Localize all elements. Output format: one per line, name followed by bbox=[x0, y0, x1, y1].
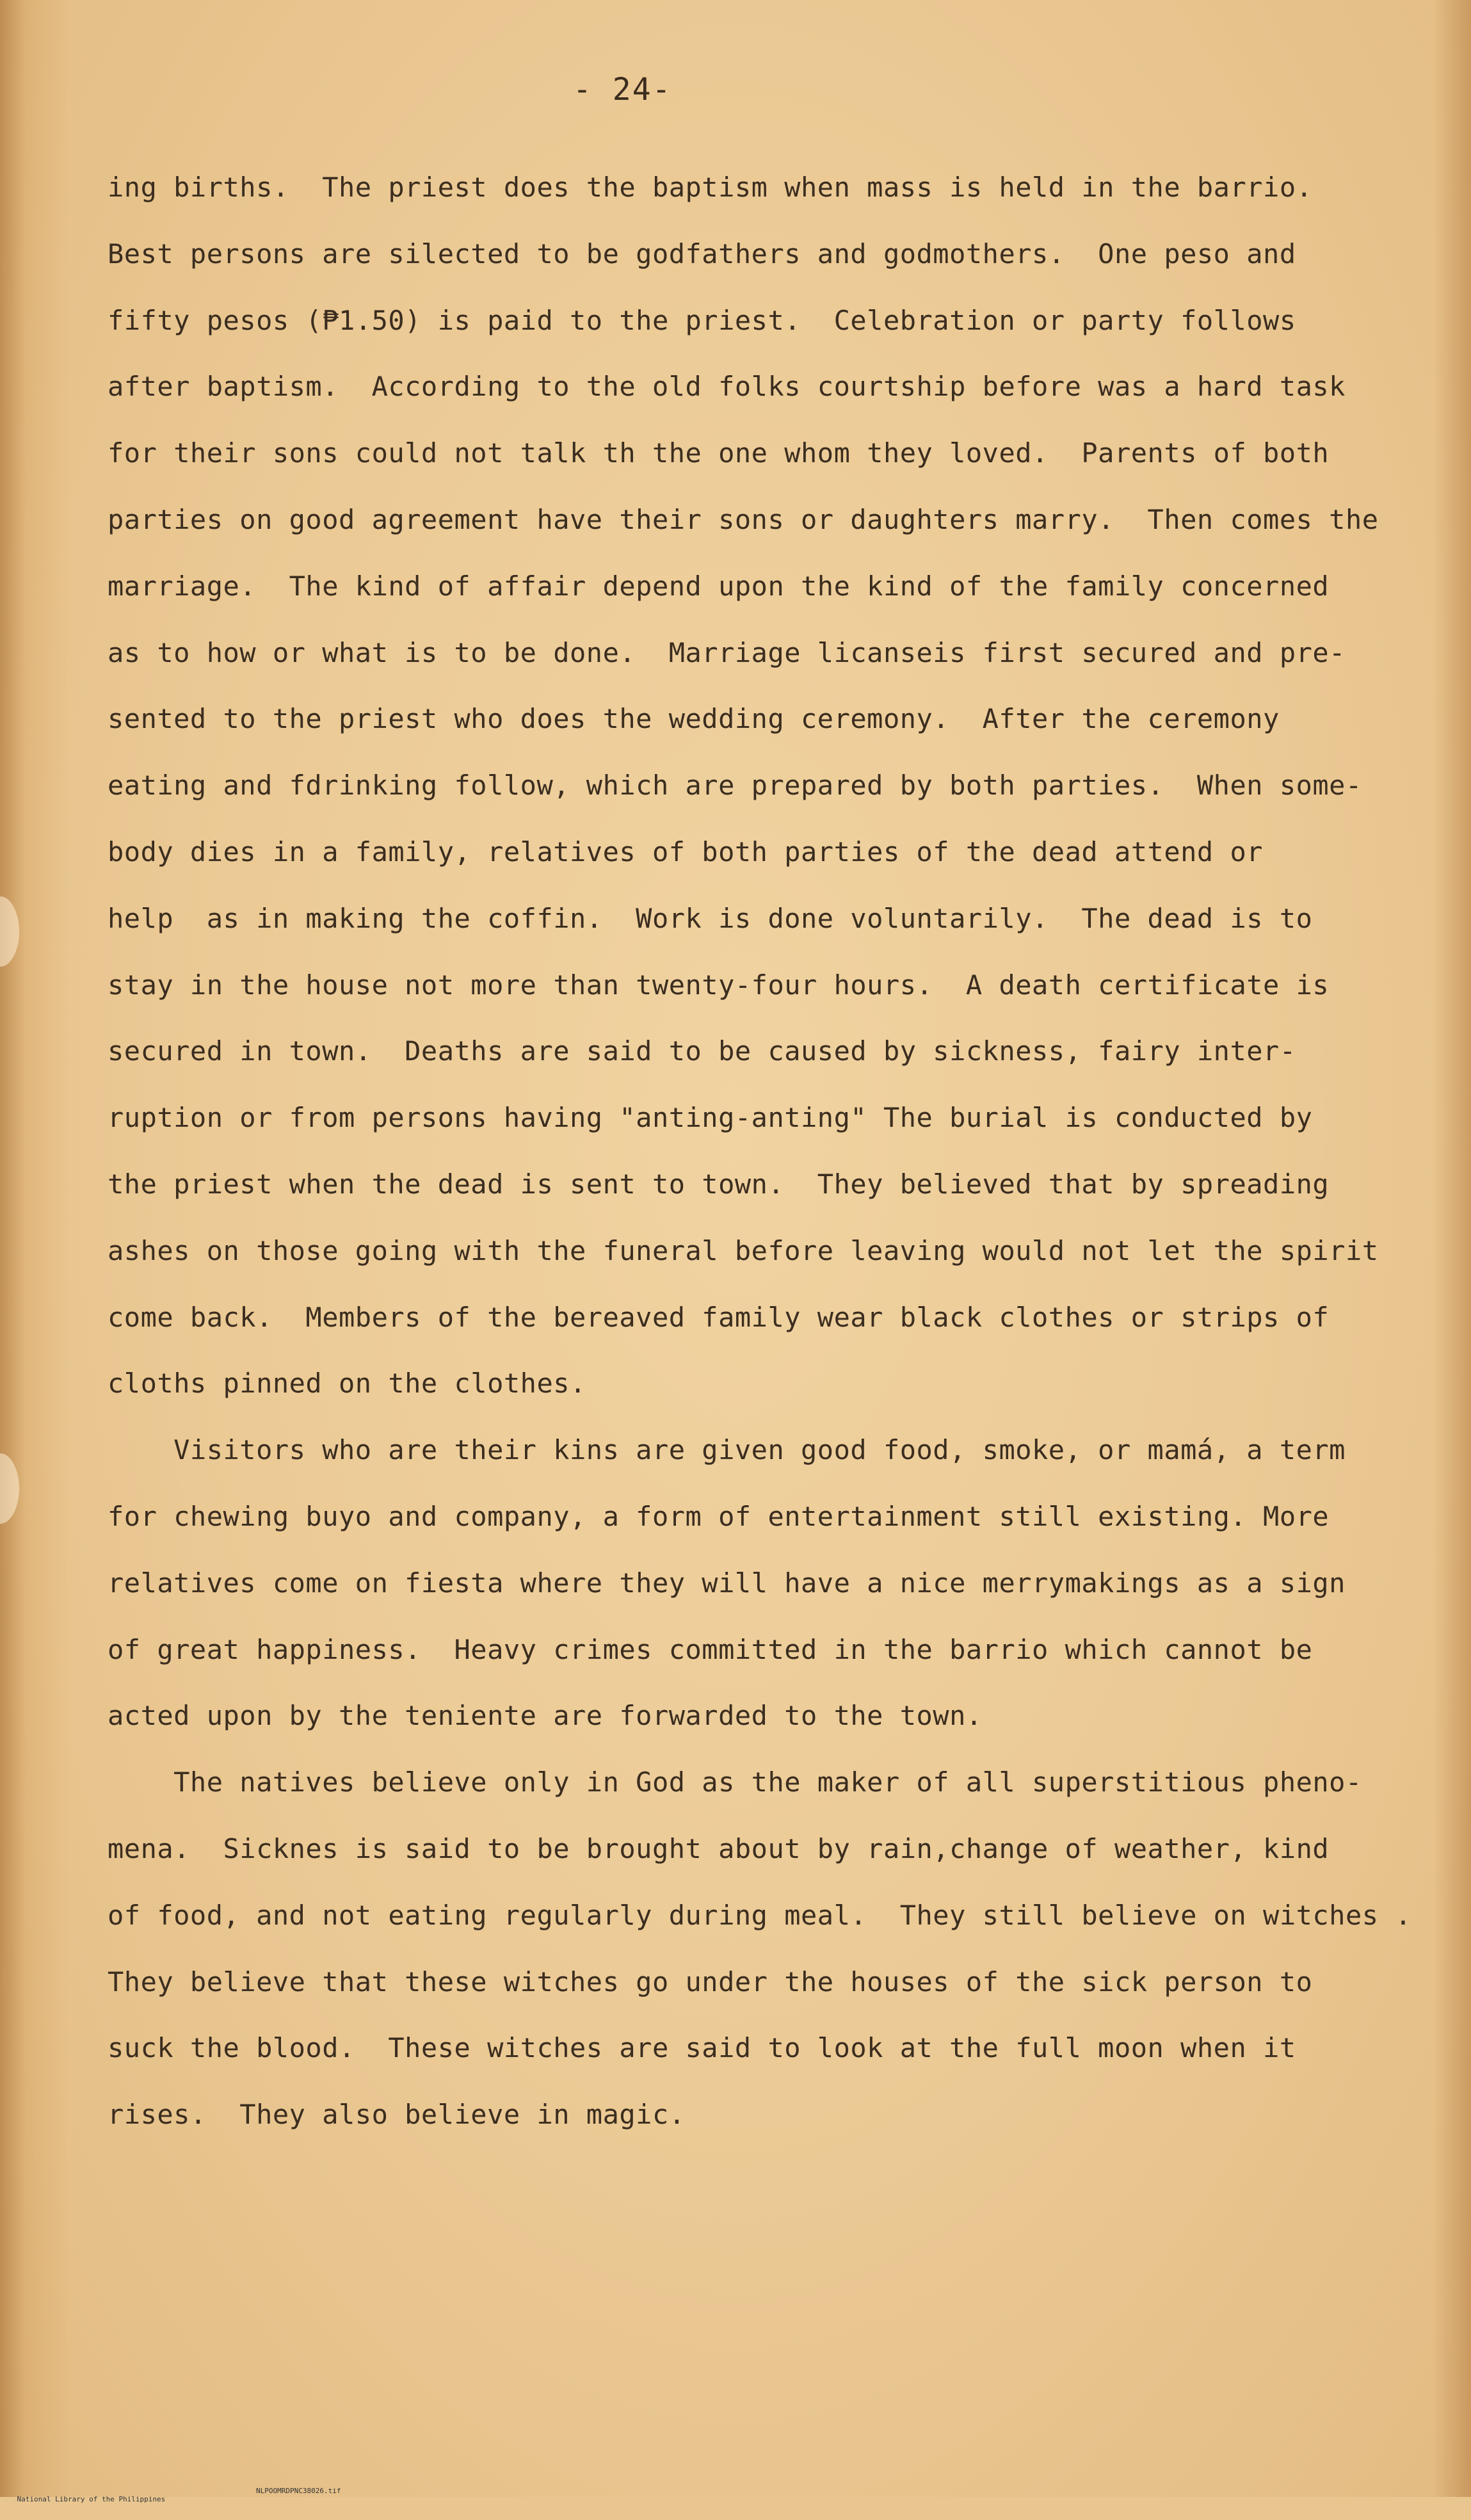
text-line: rises. They also believe in magic. bbox=[108, 2099, 686, 2131]
text-line: stay in the house not more than twenty-four hours. A death certificate is bbox=[108, 969, 1330, 1001]
text-line: of food, and not eating regularly during meal. They still believe on witches . bbox=[108, 1899, 1412, 1931]
footer-library: National Library of the Philippines bbox=[17, 2495, 166, 2503]
text-line: as to how or what is to be done. Marriage licanseis first secured and pre- bbox=[108, 636, 1346, 668]
text-line: relatives come on fiesta where they will have a nice merrymakings as a sign bbox=[108, 1567, 1346, 1599]
scan-footer bbox=[0, 2487, 341, 2520]
text-line: of great happiness. Heavy crimes committed in the barrio which cannot be bbox=[108, 1633, 1313, 1665]
text-line: parties on good agreement have their sons or daughters marry. Then comes the bbox=[108, 504, 1379, 535]
text-line: acted upon by the teniente are forwarded to the town. bbox=[108, 1700, 983, 1732]
text-line: mena. Sicknes is said to be brought about by rain,change of weather, kind bbox=[108, 1833, 1330, 1864]
footer-filename: NLPOOMRDPNC38026.tif bbox=[256, 2487, 341, 2495]
text-line: after baptism. According to the old folks courtship before was a hard task bbox=[108, 371, 1346, 403]
text-line: The natives believe only in God as the maker of all superstitious pheno- bbox=[108, 1766, 1362, 1798]
text-line: cloths pinned on the clothes. bbox=[108, 1368, 586, 1400]
text-line: help as in making the coffin. Work is done voluntarily. The dead is to bbox=[108, 902, 1313, 934]
text-line: secured in town. Deaths are said to be caused by sickness, fairy inter- bbox=[108, 1035, 1296, 1067]
text-line: come back. Members of the bereaved family wear black clothes or strips of bbox=[108, 1301, 1330, 1333]
text-line: fifty pesos (₱1.50) is paid to the priest. Celebration or party follows bbox=[108, 304, 1296, 336]
text-line: for their sons could not talk th the one whom they loved. Parents of both bbox=[108, 437, 1330, 469]
text-line: ing births. The priest does the baptism when mass is held in the barrio. bbox=[108, 172, 1313, 203]
text-line: ruption or from persons having "anting-anting" The burial is conducted by bbox=[108, 1102, 1313, 1134]
punch-hole bbox=[0, 896, 19, 967]
text-line: sented to the priest who does the wedding ceremony. After the ceremony bbox=[108, 703, 1280, 735]
text-line: for chewing buyo and company, a form of entertainment still existing. More bbox=[108, 1501, 1330, 1532]
text-line: eating and fdrinking follow, which are prepared by both parties. When some- bbox=[108, 770, 1362, 802]
text-line: Visitors who are their kins are given good food, smoke, or mamá, a term bbox=[108, 1434, 1346, 1466]
text-line: the priest when the dead is sent to town. They believed that by spreading bbox=[108, 1168, 1330, 1200]
text-line: body dies in a family, relatives of both parties of the dead attend or bbox=[108, 836, 1264, 868]
text-line: marriage. The kind of affair depend upon the kind of the family concerned bbox=[108, 570, 1330, 602]
page-number: - 24- bbox=[573, 72, 672, 108]
text-line: ashes on those going with the funeral before leaving would not let the spirit bbox=[108, 1234, 1379, 1266]
punch-hole bbox=[0, 1453, 19, 1524]
text-line: Best persons are silected to be godfathers and godmothers. One peso and bbox=[108, 238, 1296, 270]
text-line: suck the blood. These witches are said to look at the full moon when it bbox=[108, 2032, 1296, 2064]
text-line: They believe that these witches go under the houses of the sick person to bbox=[108, 1966, 1313, 1998]
